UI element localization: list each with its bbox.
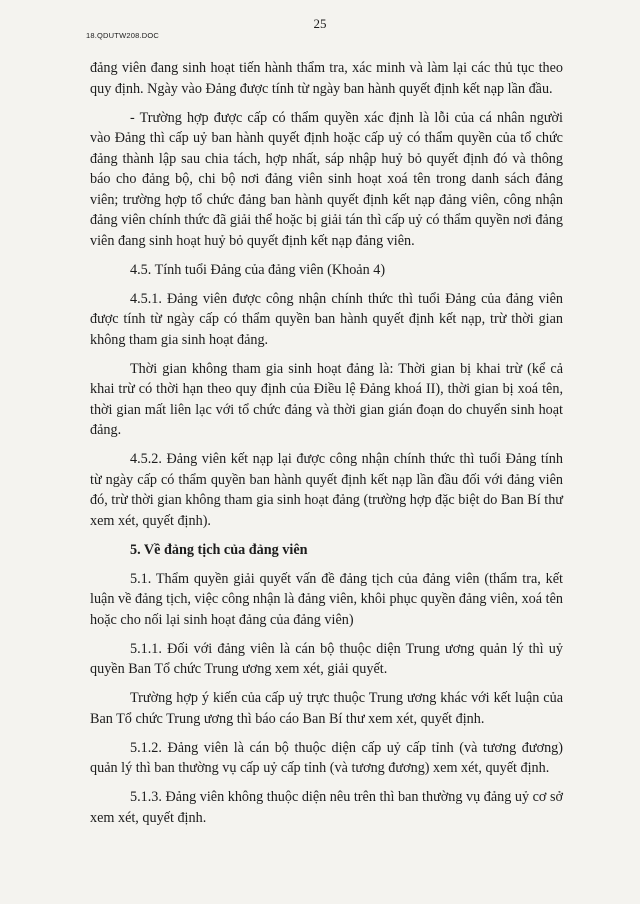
paragraph-continuation: đảng viên đang sinh hoạt tiến hành thẩm tra, xác minh và làm lại các thủ tục theo quy định. Ngày vào Đảng được tính từ ngày ban hành quyết định kết nạp lần đầu. <box>90 60 563 97</box>
paragraph-non-participation: Thời gian không tham gia sinh hoạt đảng là: Thời gian bị khai trừ (kể cả khai trừ có thời hạn theo quy định của Điều lệ Đảng khoá II), thời gian bị xoá tên, thời gian mất liên lạc với tổ chức đảng và thời gian gián đoạn do chuyển sinh hoạt đảng. <box>90 360 563 438</box>
paragraph-case-fault: - Trường hợp được cấp có thẩm quyền xác định là lỗi của cá nhân người vào Đảng thì cấp uỷ ban hành quyết định hoặc cấp uỷ có thẩm quyền của tổ chức đảng thành lập sau chia tách, hợp nhất, sáp nhập huỷ bỏ quyết định đó và thông báo cho đảng bộ, chi bộ nơi đảng viên sinh hoạt xoá tên trong danh sách đảng viên; trường hợp tổ chức đảng ban hành quyết định kết nạp đảng viên, công nhận đảng viên chính thức đã giải thể hoặc bị giải tán thì cấp uỷ có thẩm quyền nơi đảng viên đang sinh hoạt huỷ bỏ quyết định kết nạp đảng viên. <box>90 109 563 249</box>
document-body <box>90 58 563 837</box>
paragraph-5-1-1: 5.1.1. Đối với đảng viên là cán bộ thuộc diện Trung ương quản lý thì uỷ quyền Ban Tổ chức Trung ương xem xét, giải quyết. <box>90 640 563 677</box>
section-heading-5: 5. Về đảng tịch của đảng viên <box>130 541 308 558</box>
paragraph-opinion-conflict: Trường hợp ý kiến của cấp uỷ trực thuộc Trung ương khác với kết luận của Ban Tổ chức Trung ương thì báo cáo Ban Bí thư xem xét, quyết định. <box>90 690 563 727</box>
paragraph-5-1-2: 5.1.2. Đảng viên là cán bộ thuộc diện cấp uỷ cấp tỉnh (và tương đương) quản lý thì ban thường vụ cấp uỷ cấp tỉnh (và tương đương) xem xét, quyết định. <box>90 739 563 776</box>
document-filename: 18.QDUTW208.DOC <box>86 31 160 40</box>
paragraph-5-1: 5.1. Thẩm quyền giải quyết vấn đề đảng tịch của đảng viên (thẩm tra, kết luận về đảng tịch, việc công nhận là đảng viên, khôi phục quyền đảng viên, xoá tên hoặc cho nối lại sinh hoạt đảng của đảng viên) <box>90 570 563 628</box>
section-heading-4-5: 4.5. Tính tuổi Đảng của đảng viên (Khoản 4) <box>130 261 386 278</box>
page-number: 25 <box>313 16 327 31</box>
paragraph-5-1-3: 5.1.3. Đảng viên không thuộc diện nêu trên thì ban thường vụ đảng uỷ cơ sở xem xét, quyết định. <box>90 789 563 826</box>
paragraph-4-5-2: 4.5.2. Đảng viên kết nạp lại được công nhận chính thức thì tuổi Đảng tính từ ngày cấp có thẩm quyền ban hành quyết định kết nạp lần đầu đối với đảng viên đó, trừ thời gian không tham gia sinh hoạt đảng (trường hợp đặc biệt do Ban Bí thư xem xét, quyết định). <box>90 451 563 529</box>
paragraph-4-5-1: 4.5.1. Đảng viên được công nhận chính thức thì tuổi Đảng của đảng viên được tính từ ngày cấp có thẩm quyền ban hành quyết định kết nạp, trừ thời gian không tham gia sinh hoạt đảng. <box>90 290 563 348</box>
